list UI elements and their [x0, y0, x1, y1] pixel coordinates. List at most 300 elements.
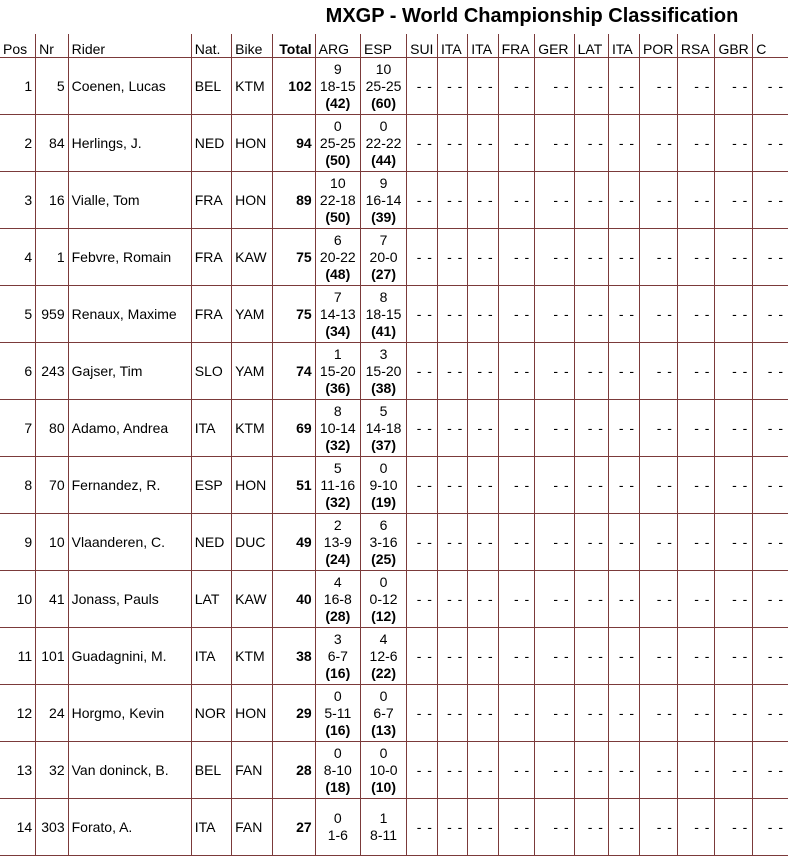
race-rank: 0 [333, 687, 342, 704]
header-race-3[interactable]: ITA [437, 34, 467, 58]
race-result-empty: - - [753, 628, 788, 685]
total-points: 69 [273, 400, 315, 457]
race-rank: 7 [379, 231, 388, 248]
race-result-empty: - - [498, 628, 535, 685]
header-nr[interactable]: Nr [36, 34, 68, 58]
race-result-empty: - - [437, 457, 467, 514]
race-result-empty: - - [468, 742, 498, 799]
bike-brand: HON [232, 172, 273, 229]
race-result-empty: - - [468, 457, 498, 514]
nationality: SLO [191, 343, 231, 400]
race-result-empty: - - [753, 229, 788, 286]
table-row [0, 172, 788, 229]
table-row [0, 58, 788, 115]
race-heats: 13-9 [323, 533, 352, 550]
rider-number: 5 [36, 58, 68, 115]
race-rank: 4 [333, 573, 342, 590]
race-result-empty: - - [437, 343, 467, 400]
header-race-8[interactable]: ITA [608, 34, 639, 58]
race-result-empty: - - [498, 400, 535, 457]
race-result-empty: - - [574, 172, 608, 229]
race-rank: 3 [379, 345, 388, 362]
pos-cell: 2 [0, 115, 36, 172]
race-result-empty: - - [468, 400, 498, 457]
race-heats: 12-6 [369, 647, 398, 664]
race-rank: 4 [379, 630, 388, 647]
race-rank: 6 [379, 516, 388, 533]
race-result-empty: - - [468, 115, 498, 172]
race-result-empty: - - [677, 514, 715, 571]
table-row [0, 457, 788, 514]
race-result-empty: - - [574, 343, 608, 400]
race-result-empty: - - [437, 229, 467, 286]
race-heats: 15-20 [365, 362, 402, 379]
race-pts: (16) [325, 721, 351, 738]
race-rank: 0 [333, 744, 342, 761]
nationality: ITA [191, 799, 231, 856]
race-result-empty: - - [608, 742, 639, 799]
race-result-empty: - - [574, 400, 608, 457]
race-rank: 1 [379, 810, 388, 826]
race-heats: 16-8 [323, 590, 352, 607]
race-result-empty: - - [677, 571, 715, 628]
rider-number: 959 [36, 286, 68, 343]
race-heats: 22-22 [365, 134, 402, 151]
race-result-empty: - - [574, 571, 608, 628]
header-race-1[interactable]: ESP [360, 34, 406, 58]
race-rank: 9 [379, 174, 388, 191]
race-result-empty: - - [608, 343, 639, 400]
race-rank: 0 [379, 687, 388, 704]
race-result-empty: - - [535, 229, 574, 286]
race-result-empty: - - [498, 115, 535, 172]
header-bike[interactable]: Bike [232, 34, 273, 58]
race-result-empty: - - [715, 400, 753, 457]
race-heats: 14-18 [365, 419, 402, 436]
race-rank: 0 [333, 810, 342, 826]
race-result-empty: - - [468, 343, 498, 400]
rider-name[interactable]: Guadagnini, M. [68, 628, 191, 685]
race-heats: 15-20 [319, 362, 356, 379]
race-heats: 25-25 [365, 77, 402, 94]
race-rank: 0 [379, 117, 388, 134]
race-result-empty: - - [574, 457, 608, 514]
total-points: 49 [273, 514, 315, 571]
rider-name[interactable]: Adamo, Andrea [68, 400, 191, 457]
race-result-empty: - - [753, 115, 788, 172]
rider-name[interactable]: Gajser, Tim [68, 343, 191, 400]
race-result-empty: - - [608, 286, 639, 343]
race-result-empty: - - [407, 457, 438, 514]
race-rank: 7 [333, 288, 342, 305]
race-result-empty: - - [608, 457, 639, 514]
rider-number: 80 [36, 400, 68, 457]
race-result-empty: - - [498, 58, 535, 115]
bike-brand: YAM [232, 343, 273, 400]
race-result-empty: - - [407, 400, 438, 457]
rider-number: 243 [36, 343, 68, 400]
race-result-esp [360, 457, 406, 514]
header-race-6[interactable]: GER [535, 34, 574, 58]
race-result-empty: - - [640, 742, 678, 799]
rider-name[interactable]: Coenen, Lucas [68, 58, 191, 115]
race-result-empty: - - [608, 229, 639, 286]
race-heats: 18-15 [365, 305, 402, 322]
header-total[interactable]: Total [273, 34, 315, 58]
race-pts: (41) [371, 322, 396, 339]
race-rank: 8 [333, 402, 342, 419]
rider-name[interactable]: Vialle, Tom [68, 172, 191, 229]
race-pts: (10) [371, 778, 396, 795]
race-result-empty: - - [640, 343, 678, 400]
race-result-empty: - - [640, 628, 678, 685]
header-race-5[interactable]: FRA [498, 34, 535, 58]
race-result-arg [315, 400, 360, 457]
race-result-empty: - - [535, 742, 574, 799]
race-result-empty: - - [753, 685, 788, 742]
total-points: 75 [273, 286, 315, 343]
race-result-empty: - - [715, 343, 753, 400]
race-result-empty: - - [407, 343, 438, 400]
race-result-empty: - - [715, 799, 753, 856]
race-pts: (13) [371, 721, 396, 738]
race-result-arg [315, 742, 360, 799]
pos-cell: 9 [0, 514, 36, 571]
race-result-esp [360, 286, 406, 343]
race-result-empty: - - [574, 742, 608, 799]
bike-brand: KAW [232, 571, 273, 628]
rider-number: 32 [36, 742, 68, 799]
table-row [0, 514, 788, 571]
race-result-empty: - - [608, 115, 639, 172]
race-heats: 1-6 [327, 827, 348, 843]
race-result-empty: - - [677, 286, 715, 343]
bike-brand: HON [232, 457, 273, 514]
race-result-arg [315, 172, 360, 229]
bike-brand: HON [232, 115, 273, 172]
race-heats: 20-22 [319, 248, 356, 265]
table-row [0, 229, 788, 286]
header-row [0, 34, 788, 58]
race-result-empty: - - [535, 799, 574, 856]
race-result-empty: - - [407, 58, 438, 115]
race-result-arg [315, 685, 360, 742]
race-heats: 18-15 [319, 77, 356, 94]
total-points: 28 [273, 742, 315, 799]
race-result-empty: - - [715, 628, 753, 685]
header-race-2[interactable]: SUI [407, 34, 438, 58]
race-result-empty: - - [407, 172, 438, 229]
race-result-empty: - - [608, 514, 639, 571]
race-heats: 22-18 [319, 191, 356, 208]
race-result-empty: - - [753, 172, 788, 229]
race-result-empty: - - [437, 799, 467, 856]
race-result-empty: - - [608, 571, 639, 628]
race-result-empty: - - [677, 343, 715, 400]
header-nat[interactable]: Nat. [191, 34, 231, 58]
rider-name[interactable]: Fernandez, R. [68, 457, 191, 514]
race-pts: (22) [371, 664, 396, 681]
rider-name[interactable]: Van doninck, B. [68, 742, 191, 799]
rider-name[interactable]: Herlings, J. [68, 115, 191, 172]
race-result-empty: - - [437, 571, 467, 628]
race-result-empty: - - [677, 799, 715, 856]
race-result-arg [315, 58, 360, 115]
race-heats: 10-14 [319, 419, 356, 436]
race-result-empty: - - [640, 799, 678, 856]
total-points: 74 [273, 343, 315, 400]
race-result-esp [360, 172, 406, 229]
rider-number: 1 [36, 229, 68, 286]
race-heats: 6-7 [373, 704, 394, 721]
total-points: 51 [273, 457, 315, 514]
race-pts: (25) [371, 550, 396, 567]
pos-cell: 14 [0, 799, 36, 856]
race-pts: (48) [325, 265, 351, 282]
race-result-empty: - - [753, 799, 788, 856]
race-result-empty: - - [753, 400, 788, 457]
race-result-empty: - - [498, 571, 535, 628]
race-result-empty: - - [437, 628, 467, 685]
race-heats: 20-0 [369, 248, 398, 265]
race-pts: (42) [325, 94, 351, 111]
rider-number: 41 [36, 571, 68, 628]
total-points: 102 [273, 58, 315, 115]
race-heats: 6-7 [327, 647, 348, 664]
race-result-empty: - - [498, 229, 535, 286]
header-race-4[interactable]: ITA [468, 34, 498, 58]
race-result-empty: - - [574, 115, 608, 172]
nationality: FRA [191, 286, 231, 343]
race-heats: 8-11 [370, 827, 398, 843]
rider-number: 10 [36, 514, 68, 571]
race-result-arg [315, 571, 360, 628]
race-pts: (36) [325, 379, 351, 396]
pos-cell: 8 [0, 457, 36, 514]
race-result-empty: - - [753, 514, 788, 571]
race-result-empty: - - [535, 628, 574, 685]
race-result-empty: - - [407, 685, 438, 742]
race-rank: 9 [333, 60, 342, 77]
rider-name[interactable]: Horgmo, Kevin [68, 685, 191, 742]
race-pts: (44) [371, 151, 396, 168]
race-result-empty: - - [574, 58, 608, 115]
race-result-empty: - - [437, 286, 467, 343]
race-result-empty: - - [407, 799, 438, 856]
nationality: ITA [191, 400, 231, 457]
race-result-empty: - - [715, 742, 753, 799]
bike-brand: DUC [232, 514, 273, 571]
total-points: 38 [273, 628, 315, 685]
race-result-arg [315, 343, 360, 400]
race-result-empty: - - [640, 400, 678, 457]
race-result-arg [315, 799, 360, 856]
race-result-arg [315, 514, 360, 571]
bike-brand: HON [232, 685, 273, 742]
race-result-empty: - - [677, 742, 715, 799]
table-row [0, 286, 788, 343]
bike-brand: KTM [232, 628, 273, 685]
table-row [0, 400, 788, 457]
header-race-0[interactable]: ARG [315, 34, 360, 58]
race-result-empty: - - [498, 286, 535, 343]
race-result-empty: - - [640, 457, 678, 514]
table-row [0, 685, 788, 742]
race-result-empty: - - [468, 799, 498, 856]
pos-cell: 11 [0, 628, 36, 685]
race-result-empty: - - [574, 685, 608, 742]
race-pts: (27) [371, 265, 396, 282]
table-row [0, 628, 788, 685]
race-heats: 0-12 [369, 590, 398, 607]
race-rank: 1 [333, 345, 342, 362]
rider-name[interactable]: Febvre, Romain [68, 229, 191, 286]
table-row [0, 571, 788, 628]
header-race-9[interactable]: POR [640, 34, 678, 58]
race-rank: 8 [379, 288, 388, 305]
race-result-empty: - - [535, 115, 574, 172]
race-pts: (50) [325, 208, 351, 225]
race-result-empty: - - [640, 286, 678, 343]
race-result-empty: - - [677, 172, 715, 229]
total-points: 27 [273, 799, 315, 856]
rider-number: 101 [36, 628, 68, 685]
race-result-empty: - - [574, 799, 608, 856]
rider-number: 70 [36, 457, 68, 514]
race-pts: (19) [371, 493, 396, 510]
header-race-10[interactable]: RSA [677, 34, 715, 58]
race-result-arg [315, 457, 360, 514]
race-result-empty: - - [407, 571, 438, 628]
pos-cell: 13 [0, 742, 36, 799]
race-result-empty: - - [677, 457, 715, 514]
race-result-empty: - - [677, 115, 715, 172]
race-pts: (16) [325, 664, 351, 681]
race-result-empty: - - [535, 685, 574, 742]
race-result-empty: - - [535, 571, 574, 628]
race-result-empty: - - [715, 457, 753, 514]
total-points: 94 [273, 115, 315, 172]
race-result-empty: - - [407, 628, 438, 685]
race-result-esp [360, 685, 406, 742]
race-result-empty: - - [574, 514, 608, 571]
rider-number: 16 [36, 172, 68, 229]
bike-brand: KTM [232, 400, 273, 457]
race-result-empty: - - [640, 685, 678, 742]
bike-brand: FAN [232, 799, 273, 856]
race-result-esp [360, 514, 406, 571]
race-result-empty: - - [715, 115, 753, 172]
race-result-empty: - - [753, 742, 788, 799]
table-row [0, 343, 788, 400]
nationality: BEL [191, 58, 231, 115]
nationality: BEL [191, 742, 231, 799]
race-result-empty: - - [715, 229, 753, 286]
race-result-empty: - - [753, 457, 788, 514]
race-result-empty: - - [640, 514, 678, 571]
race-pts: (39) [371, 208, 396, 225]
race-result-empty: - - [608, 400, 639, 457]
race-pts: (28) [325, 607, 351, 624]
race-result-esp [360, 799, 406, 856]
race-result-empty: - - [407, 115, 438, 172]
race-pts: (34) [325, 322, 351, 339]
race-rank: 0 [379, 573, 388, 590]
race-pts: (32) [325, 436, 351, 453]
race-heats: 9-10 [369, 476, 398, 493]
header-pos[interactable]: Pos [0, 34, 36, 58]
race-result-empty: - - [677, 58, 715, 115]
nationality: LAT [191, 571, 231, 628]
race-rank: 6 [333, 231, 342, 248]
race-result-empty: - - [437, 115, 467, 172]
race-result-empty: - - [498, 799, 535, 856]
race-heats: 14-13 [319, 305, 356, 322]
race-result-empty: - - [640, 229, 678, 286]
rider-number: 303 [36, 799, 68, 856]
rider-name[interactable]: Forato, A. [68, 799, 191, 856]
race-result-empty: - - [715, 172, 753, 229]
race-result-empty: - - [468, 628, 498, 685]
race-result-arg [315, 115, 360, 172]
pos-cell: 12 [0, 685, 36, 742]
race-rank: 3 [333, 630, 342, 647]
bike-brand: KAW [232, 229, 273, 286]
race-rank: 5 [379, 402, 388, 419]
header-race-7[interactable]: LAT [574, 34, 608, 58]
rider-name[interactable]: Jonass, Pauls [68, 571, 191, 628]
race-result-empty: - - [753, 343, 788, 400]
race-result-empty: - - [753, 286, 788, 343]
rider-name[interactable]: Renaux, Maxime [68, 286, 191, 343]
race-result-empty: - - [640, 58, 678, 115]
bike-brand: KTM [232, 58, 273, 115]
header-rider[interactable]: Rider [68, 34, 191, 58]
race-pts: (37) [371, 436, 396, 453]
rider-name[interactable]: Vlaanderen, C. [68, 514, 191, 571]
race-rank: 10 [330, 174, 346, 191]
race-heats: 5-11 [324, 704, 352, 721]
header-race-12[interactable]: C [753, 34, 788, 58]
page-title: MXGP - World Championship Classification [325, 5, 739, 27]
race-result-empty: - - [468, 229, 498, 286]
race-result-esp [360, 343, 406, 400]
race-result-empty: - - [468, 685, 498, 742]
race-result-empty: - - [640, 571, 678, 628]
nationality: NED [191, 115, 231, 172]
race-result-empty: - - [608, 58, 639, 115]
rider-number: 84 [36, 115, 68, 172]
race-result-empty: - - [437, 514, 467, 571]
header-race-11[interactable]: GBR [715, 34, 753, 58]
total-points: 75 [273, 229, 315, 286]
race-rank: 2 [333, 516, 342, 533]
pos-cell: 1 [0, 58, 36, 115]
race-result-esp [360, 58, 406, 115]
race-result-empty: - - [535, 343, 574, 400]
race-heats: 16-14 [365, 191, 402, 208]
pos-cell: 3 [0, 172, 36, 229]
race-pts: (32) [325, 493, 351, 510]
race-result-arg [315, 628, 360, 685]
race-result-esp [360, 229, 406, 286]
race-pts: (12) [371, 607, 396, 624]
race-pts: (50) [325, 151, 351, 168]
race-heats: 25-25 [319, 134, 356, 151]
race-rank: 0 [379, 459, 388, 476]
race-heats: 3-16 [369, 533, 398, 550]
race-result-empty: - - [715, 286, 753, 343]
